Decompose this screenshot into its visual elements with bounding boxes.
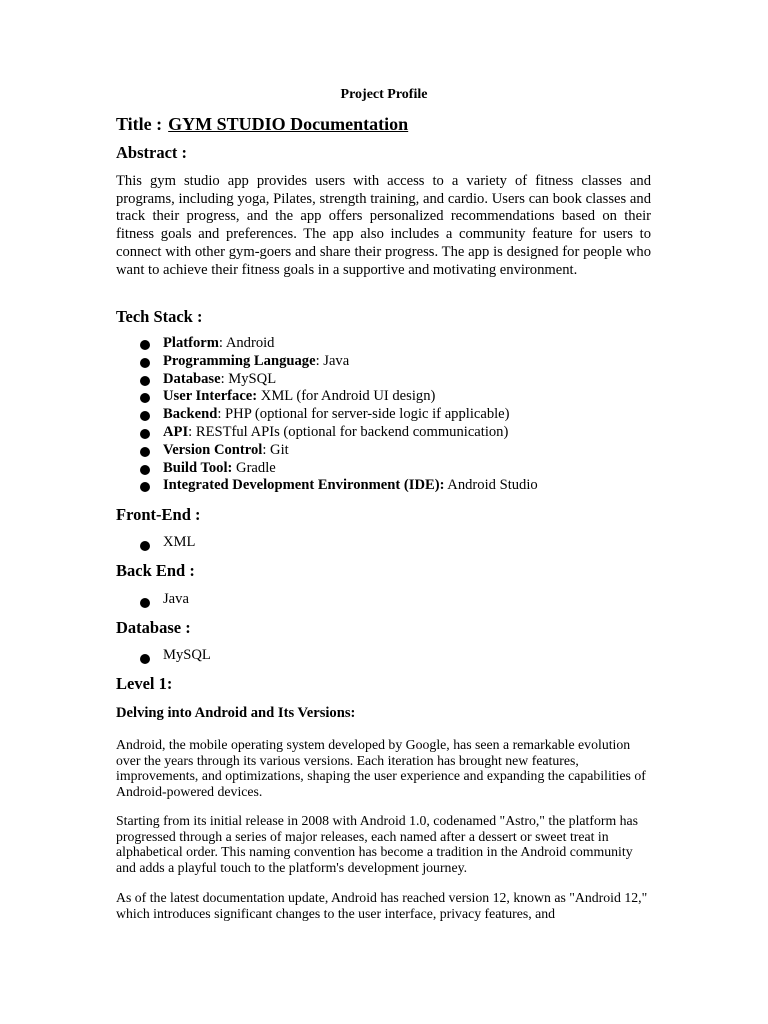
tech-item-label: Platform <box>163 335 219 351</box>
bullet-icon <box>140 411 150 421</box>
title-value: GYM STUDIO Documentation <box>168 114 409 134</box>
tech-item-version-control <box>116 442 538 460</box>
tech-item-label: Build Tool: <box>163 459 233 476</box>
tech-item-language <box>116 353 538 371</box>
backend-list <box>116 591 189 609</box>
list-item-text: MySQL <box>163 647 211 663</box>
tech-item-ide <box>116 477 538 495</box>
list-item-text: XML <box>163 534 196 550</box>
tech-item-database <box>116 371 538 389</box>
tech-item-api <box>116 424 538 442</box>
frontend-list <box>116 534 195 552</box>
paragraph-1: Android, the mobile operating system developed by Google, has seen a remarkable evolution over the years through its various versions. Each iteration has brought new features, improvements, and optimizations, shaping the user experience and expanding the capabilities of Android-powered devices. <box>116 737 646 799</box>
bullet-icon <box>140 376 150 386</box>
database-list <box>116 647 211 665</box>
tech-item-label: User Interface: <box>163 388 258 405</box>
tech-item-label: Integrated Development Environment (IDE): <box>163 477 445 494</box>
tech-item-platform <box>116 335 538 353</box>
tech-item-sep: : <box>188 423 196 440</box>
tech-stack-list <box>116 335 538 495</box>
tech-item-label: API <box>163 423 189 440</box>
database-heading: Database : <box>116 618 191 637</box>
tech-item-label: Backend <box>163 406 218 423</box>
tech-item-label: Programming Language <box>163 352 316 369</box>
tech-item-value: Git <box>270 441 289 458</box>
tech-item-sep: : <box>220 370 229 387</box>
document-header: Project Profile <box>340 87 428 102</box>
level-subheading: Delving into Android and Its Versions: <box>116 705 356 721</box>
level-heading: Level 1: <box>116 674 173 693</box>
bullet-icon <box>140 541 150 551</box>
backend-heading: Back End : <box>116 561 195 580</box>
tech-item-value: Android <box>225 335 275 351</box>
tech-item-value: Gradle <box>236 459 276 476</box>
bullet-icon <box>140 447 150 457</box>
bullet-icon <box>140 465 150 475</box>
bullet-icon <box>140 598 150 608</box>
tech-item-sep: : <box>217 406 226 423</box>
tech-stack-heading: Tech Stack : <box>116 307 203 326</box>
bullet-icon <box>140 429 150 439</box>
tech-item-value: Android Studio <box>447 477 538 494</box>
tech-item-sep: : <box>315 352 324 369</box>
abstract-heading: Abstract : <box>116 143 188 162</box>
tech-item-value: XML (for Android UI design) <box>260 388 436 405</box>
list-item <box>116 591 189 609</box>
tech-item-label: Database <box>163 370 221 387</box>
tech-item-backend <box>116 406 538 424</box>
list-item <box>116 647 211 665</box>
bullet-icon <box>140 358 150 368</box>
bullet-icon <box>140 340 150 350</box>
bullet-icon <box>140 393 150 403</box>
tech-item-ui <box>116 388 538 406</box>
paragraph-3: As of the latest documentation update, Android has reached version 12, known as "Android 12," which introduces significant changes to the user interface, privacy features, and <box>116 890 648 921</box>
tech-item-value: MySQL <box>228 370 277 387</box>
tech-item-label: Version Control <box>163 441 263 458</box>
frontend-heading: Front-End : <box>116 505 201 524</box>
bullet-icon <box>140 654 150 664</box>
tech-item-build-tool <box>116 460 538 478</box>
tech-item-sep: : <box>262 441 271 458</box>
tech-item-sep: : <box>218 335 226 351</box>
bullet-icon <box>140 482 150 492</box>
title-label: Title : <box>116 114 163 134</box>
abstract-text: This gym studio app provides users with access to a variety of fitness classes and programs, including yoga, Pilates, strength training, and cardio. Users can book classes and track their progress, and the app offers personalized recommendations based on their fitness goals and preferences. The app also includes a community feature for users to connect with other gym-goers and share their progress. The app is designed for people who want to achieve their fitness goals in a supportive and motivating environment. <box>116 173 651 278</box>
tech-item-value: Java <box>323 352 350 369</box>
tech-item-value: PHP (optional for server-side logic if applicable) <box>225 406 510 423</box>
tech-item-value: RESTful APIs (optional for backend communication) <box>195 423 509 440</box>
list-item-text: Java <box>163 591 189 607</box>
title-line <box>116 113 408 135</box>
paragraph-2: Starting from its initial release in 2008 with Android 1.0, codenamed "Astro," the platform has progressed through a series of major releases, each named after a dessert or sweet treat in alphabetical order. This naming convention has become a tradition in the Android community and adds a playful touch to the platform's development journey. <box>116 813 639 875</box>
list-item <box>116 534 195 552</box>
